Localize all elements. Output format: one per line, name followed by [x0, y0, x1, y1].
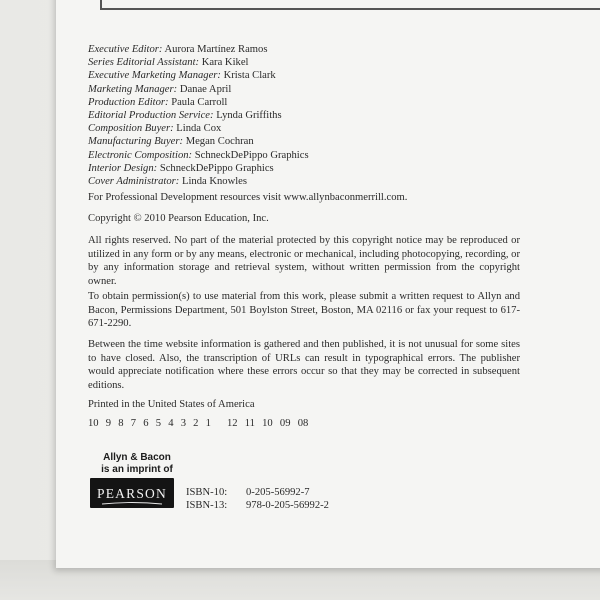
credit-role: Marketing Manager: [88, 83, 178, 95]
credit-line [88, 109, 588, 122]
isbn-value: 978-0-205-56992-2 [246, 500, 329, 512]
credit-line [88, 83, 588, 96]
printing-number-line [88, 418, 315, 429]
credit-name: Kara Kikel [201, 57, 249, 69]
credit-name: Aurora Martínez Ramos [164, 44, 268, 55]
credit-role: Editorial Production Service: [88, 110, 214, 122]
print-number: 8 [118, 418, 124, 429]
year-number: 08 [297, 418, 309, 429]
isbn-row [186, 486, 329, 499]
pearson-logo [90, 478, 174, 508]
credit-line [88, 69, 588, 82]
isbn-label: ISBN-10: [186, 487, 228, 498]
credit-name: Lynda Griffiths [216, 110, 282, 122]
imprint-label: is an imprint of [101, 464, 173, 475]
credit-name: Paula Carroll [171, 96, 228, 108]
credit-line [88, 175, 588, 188]
top-frame-box [100, 0, 600, 10]
credit-line [88, 96, 588, 109]
credit-name: Krista Clark [223, 70, 276, 82]
isbn-row [186, 499, 329, 512]
year-number: 10 [262, 418, 273, 429]
credits-list [88, 43, 588, 188]
isbn-value: 0-205-56992-7 [246, 487, 310, 498]
imprint-statement [96, 452, 178, 476]
credit-name: SchneckDePippo Graphics [159, 162, 274, 174]
pearson-logo-text: PEARSON [97, 486, 167, 501]
credit-line [88, 149, 588, 162]
credit-line [88, 162, 588, 175]
credit-name: Linda Knowles [181, 176, 248, 188]
print-number: 3 [180, 418, 186, 429]
credit-role: Interior Design: [88, 162, 158, 174]
credit-name: SchneckDePippo Graphics [194, 149, 309, 161]
print-number: 6 [143, 418, 149, 429]
year-number: 12 [226, 418, 238, 429]
printed-in-line: Printed in the United States of America [88, 399, 255, 410]
credit-line [88, 56, 588, 69]
credit-line [88, 135, 588, 148]
copyright-line: Copyright © 2010 Pearson Education, Inc. [88, 213, 269, 224]
year-number: 09 [279, 418, 291, 429]
credit-name: Linda Cox [176, 123, 222, 135]
print-number: 9 [105, 418, 112, 429]
credit-line [88, 122, 588, 135]
isbn-label: ISBN-13: [186, 500, 228, 512]
imprint-publisher: Allyn & Bacon [103, 452, 171, 463]
credit-role: Executive Editor: [88, 44, 163, 55]
print-number: 1 [205, 418, 211, 429]
credit-role: Series Editorial Assistant: [88, 57, 200, 69]
credit-role: Composition Buyer: [88, 123, 174, 135]
year-number: 11 [244, 418, 255, 429]
logo-swoosh-icon [100, 501, 164, 506]
permissions-paragraph: To obtain permission(s) to use material from this work, please submit a written request to Allyn and Bacon, Permissions Department, 501 Boylston Street, Boston, MA 02116 or fax your request to 617-671-2290. [88, 291, 520, 330]
credit-role: Executive Marketing Manager: [88, 70, 221, 82]
credit-role: Cover Administrator: [88, 176, 180, 188]
print-number: 7 [130, 418, 137, 429]
website-disclaimer-paragraph: Between the time website information is gathered and then published, it is not unusual for some sites to have closed. Also, the transcription of URLs can result in typographical errors. The publisher would appreciate notification where these errors occur so that they may be corrected in subsequent editions. [88, 339, 520, 391]
credit-line [88, 43, 588, 56]
print-number: 4 [168, 418, 174, 429]
credit-name: Danae April [179, 83, 232, 95]
rights-paragraph: All rights reserved. No part of the material protected by this copyright notice may be reproduced or utilized in any form or by any means, electronic or mechanical, including photocopying, recording, or by any information storage and retrieval system, without written permission from the copyright owner. [88, 235, 520, 287]
isbn-block [186, 486, 329, 513]
print-number: 10 [88, 418, 99, 429]
professional-development-note: For Professional Development resources visit www.allynbaconmerrill.com. [88, 192, 408, 203]
credit-role: Production Editor: [88, 96, 169, 108]
credit-role: Electronic Composition: [88, 149, 193, 161]
print-number: 5 [155, 418, 162, 429]
print-number: 2 [193, 418, 199, 429]
credit-name: Megan Cochran [185, 136, 254, 148]
credit-role: Manufacturing Buyer: [88, 136, 184, 148]
